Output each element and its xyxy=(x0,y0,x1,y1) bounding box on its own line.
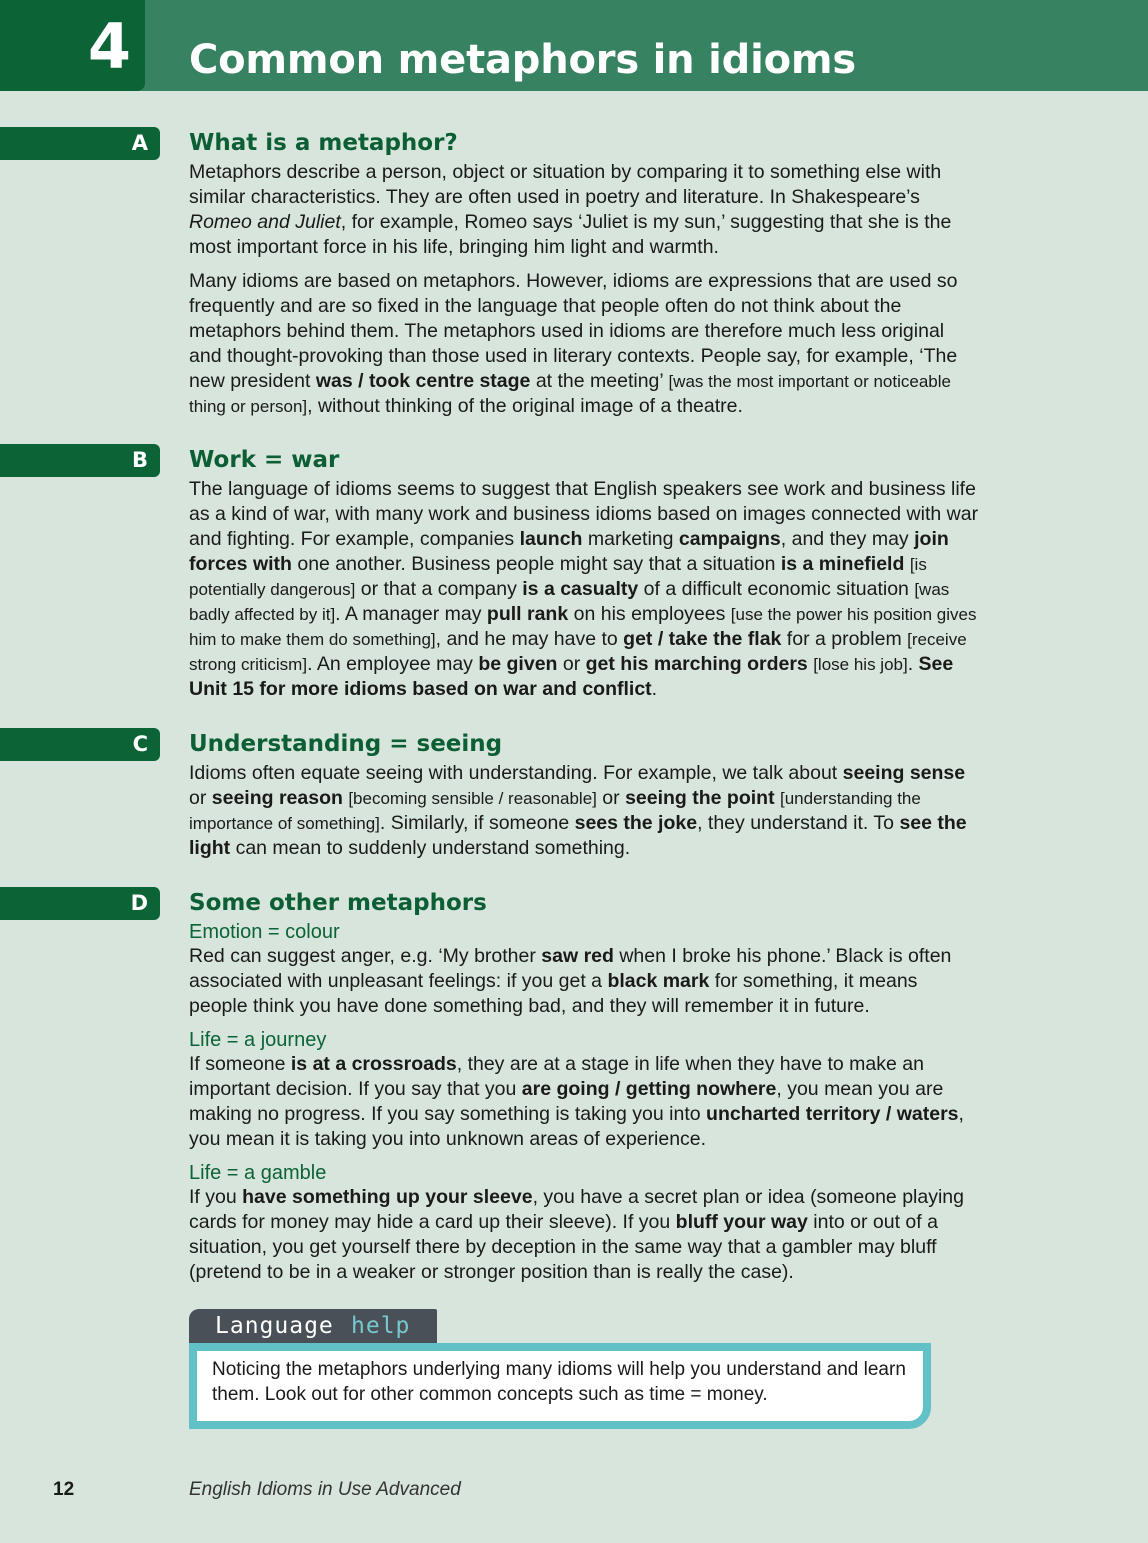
definition: [is potentially dangerous] xyxy=(189,555,927,599)
section-d xyxy=(189,888,979,1294)
definition: [was badly affected by it] xyxy=(189,580,950,624)
definition: [lose his job] xyxy=(813,655,908,674)
idiom: seeing the point xyxy=(625,787,775,809)
subheading: Emotion = colour xyxy=(189,921,340,943)
section-tab-c xyxy=(0,728,160,761)
idiom: join forces with xyxy=(189,528,949,575)
paragraph: Idioms often equate seeing with understanding. For example, we talk about seeing sense or seeing reason [becoming sensible / reasonable] or seeing the point [understanding the importance of something]. Similarly, if someone sees the joke, they understand it. To see the light can mean to suddenly understand something. xyxy=(189,762,967,859)
paragraph: If you have something up your sleeve, you have a secret plan or idea (someone playing cards for money may hide a card up their sleeve). If you bluff your way into or out of a situation, you get yourself there by deception in the same way that a gambler may bluff (pretend to be in a weaker or stronger position than is really the case). xyxy=(189,1186,964,1283)
unit-title: Common metaphors in idioms xyxy=(189,37,856,83)
idiom: bluff your way xyxy=(675,1211,808,1233)
definition: [use the power his position gives him to make them do something] xyxy=(189,605,977,649)
section-heading: Understanding = seeing xyxy=(189,731,503,757)
idiom: was / took centre stage xyxy=(315,370,531,392)
paragraph: If someone is at a crossroads, they are at a stage in life when they have to make an important decision. If you say that you are going / getting nowhere, you mean you are making no progress. If you say something is taking you into uncharted territory / waters, you mean it is taking you into unknown areas of experience. xyxy=(189,1053,964,1150)
idiom: is at a crossroads xyxy=(290,1053,457,1075)
language-help-box xyxy=(189,1343,931,1429)
idiom: is a minefield xyxy=(780,553,905,575)
idiom: black mark xyxy=(607,970,710,992)
idiom: saw red xyxy=(541,945,614,967)
unit-header xyxy=(0,0,1148,91)
idiom: seeing reason xyxy=(211,787,343,809)
idiom: seeing sense xyxy=(842,762,966,784)
idiom: launch xyxy=(519,528,583,550)
section-c xyxy=(189,729,979,870)
paragraph: Red can suggest anger, e.g. ‘My brother saw red when I broke his phone.’ Black is often associated with unpleasant feelings: if you get a black mark for something, it means people think you have done something bad, and they will remember it in future. xyxy=(189,945,952,1017)
idiom: uncharted territory / waters xyxy=(706,1103,959,1125)
language-help-text: Noticing the metaphors underlying many idioms will help you understand and learn them. Look out for other common concepts such as time = money. xyxy=(212,1359,906,1405)
idiom: sees the joke xyxy=(574,812,698,834)
section-letter: B xyxy=(131,448,148,472)
paragraph: Metaphors describe a person, object or situation by comparing it to something else with similar characteristics. They are often used in poetry and literature. In Shakespeare’s Romeo and Juliet, for example, Romeo says ‘Juliet is my sun,’ suggesting that she is the most important force in his life, bringing him light and warmth. xyxy=(189,161,952,258)
language-help-label xyxy=(189,1309,437,1343)
idiom: get / take the flak xyxy=(623,628,782,650)
section-tab-d xyxy=(0,887,160,920)
unit-number-box xyxy=(0,0,145,91)
idiom: pull rank xyxy=(486,603,569,625)
definition: [becoming sensible / reasonable] xyxy=(348,789,597,808)
section-tab-a xyxy=(0,127,160,160)
definition: [was the most important or noticeable thing or person] xyxy=(189,372,951,416)
unit-number: 4 xyxy=(87,10,131,83)
language-help-label-word2: help xyxy=(351,1313,411,1339)
definition: [understanding the importance of something] xyxy=(189,789,921,833)
section-letter: D xyxy=(130,891,148,915)
subheading: Life = a journey xyxy=(189,1029,327,1051)
definition: [receive strong criticism] xyxy=(189,630,967,674)
idiom: is a casualty xyxy=(522,578,639,600)
cross-reference: See Unit 15 for more idioms based on war and conflict xyxy=(189,653,954,700)
idiom: be given xyxy=(478,653,558,675)
idiom: campaigns xyxy=(678,528,781,550)
page-number: 12 xyxy=(53,1479,75,1500)
section-a xyxy=(189,128,979,428)
section-heading: Some other metaphors xyxy=(189,890,487,916)
section-b xyxy=(189,445,979,711)
book-title: English Idioms in Use Advanced xyxy=(189,1479,461,1500)
idiom: get his marching orders xyxy=(585,653,808,675)
idiom: see the light xyxy=(189,812,967,859)
section-heading: Work = war xyxy=(189,447,340,473)
idiom: are going / getting nowhere xyxy=(521,1078,777,1100)
subheading: Life = a gamble xyxy=(189,1162,327,1184)
paragraph: Many idioms are based on metaphors. However, idioms are expressions that are used so frequently and are so fixed in the language that people often do not think about the metaphors behind them. The metaphors used in idioms are therefore much less original and thought-provoking than those used in literary contexts. People say, for example, ‘The new president was / took centre stage at the meeting’ [was the most important or noticeable thing or person], without thinking of the original image of a theatre. xyxy=(189,270,958,417)
section-heading: What is a metaphor? xyxy=(189,130,458,156)
paragraph: The language of idioms seems to suggest that English speakers see work and business life as a kind of war, with many work and business idioms based on images connected with war and fighting. For example, companies launch marketing campaigns, and they may join forces with one another. Business people might say that a situation is a minefield [is potentially dangerous] or that a company is a casualty of a difficult economic situation [was badly affected by it]. A manager may pull rank on his employees [use the power his position gives him to make them do something], and he may have to get / take the flak for a problem [receive strong criticism]. An employee may be given or get his marching orders [lose his job]. See Unit 15 for more idioms based on war and conflict. xyxy=(189,478,979,700)
section-letter: C xyxy=(132,732,148,756)
idiom: have something up your sleeve xyxy=(242,1186,533,1208)
language-help-label-word1: Language xyxy=(215,1313,334,1339)
section-tab-b xyxy=(0,444,160,477)
section-letter: A xyxy=(131,131,148,155)
